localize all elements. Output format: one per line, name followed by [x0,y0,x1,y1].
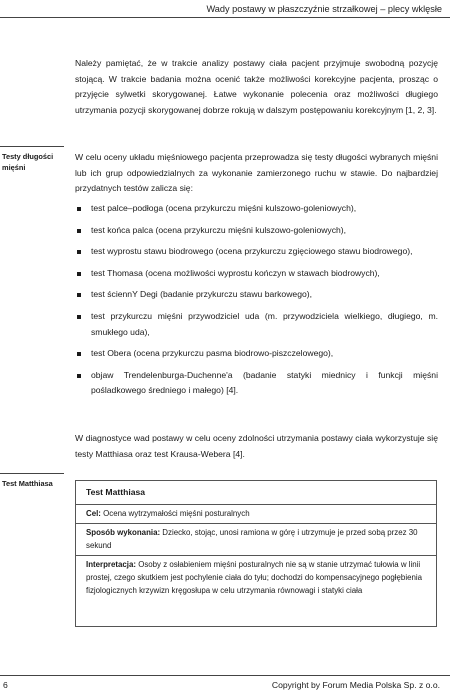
goal-label: Cel: [86,508,101,518]
box-row-method [76,524,436,556]
list-item-text: test palce–podłoga (ocena przykurczu mięśni kulszowo-goleniowych), [91,203,357,213]
header-divider [0,17,450,18]
footer-divider [0,675,450,676]
muscle-tests-closing: W diagnostyce wad postawy w celu oceny zdolności utrzymania postawy ciała wykorzystuje się testy Matthiasa oraz test Krausa-Webera [4]. [75,433,438,459]
bullet-icon [77,272,81,276]
list-item-text: test Thomasa (ocena możliwości wyprostu kończyn w stawach biodrowych), [91,267,380,278]
bullet-icon [77,374,81,378]
matthias-test-box [75,480,437,627]
side-label-rule-matthias [0,473,64,474]
muscle-tests-lead: W celu oceny układu mięśniowego pacjenta przeprowadza się testy długości wybranych mięśni lub ich grup odpowiedzialnych za wykonanie zamierzonego ruchu w stawie. Do najbardziej przydatnych testów zalicza się: [75,152,438,194]
page-number: 6 [3,680,8,690]
bullet-icon [77,352,81,356]
list-item [75,201,438,217]
list-item-text: test końca palca (ocena przykurczu mięśni kulszowo-goleniowych), [91,224,347,235]
copyright-notice: Copyright by Forum Media Polska Sp. z o.o. [271,680,440,690]
list-item-text: test przykurczu mięśni przywodziciel uda (m. przywodziciela wielkiego, długiego, m. smukłego uda), [91,310,438,337]
list-item-text: test Obera (ocena przykurczu pasma biodrowo-piszczelowego), [91,348,334,359]
goal-text: Ocena wytrzymałości mięśni posturalnych [100,508,250,518]
list-item [75,287,438,303]
side-label-muscle-tests: Testy długości mięśni [2,152,54,172]
box-row-goal [76,505,436,525]
bullet-icon [77,293,81,297]
running-header: Wady postawy w płaszczyźnie strzałkowej – plecy wklęsłe [206,4,442,14]
bullet-icon [77,315,81,319]
method-label: Sposób wykonania: [86,528,161,538]
muscle-tests-list [75,201,438,405]
list-item [75,309,438,340]
interpretation-label: Interpretacja: [86,560,136,570]
bullet-icon [77,250,81,254]
bullet-icon [77,207,81,211]
list-item [75,368,438,399]
list-item [75,244,438,260]
list-item-text: test wyprostu stawu biodrowego (ocena przykurczu zgięciowego stawu biodrowego), [91,246,413,257]
box-row-interpretation [76,556,436,600]
side-label-rule-muscle-tests [0,146,64,147]
side-label-matthias: Test Matthiasa [2,479,53,488]
list-item [75,346,438,362]
intro-paragraph: Należy pamiętać, że w trakcie analizy postawy ciała pacjent przyjmuje swobodną pozycję stojącą. W trakcie badania można ocenić także możliwości korekcyjne pacjenta, prosząc o przyjęcie sylwetki skorygowanej. Łatwe wykonanie polecenia oraz możliwości długiego utrzymania pozycji skorygowanej dobrze rokują w dalszym postępowaniu korekcyjnym [1, 2, 3]. [75,58,438,115]
list-item-text: test ściennY Degi (badanie przykurczu stawu barkowego), [91,289,313,300]
box-title: Test Matthiasa [76,481,436,505]
interpretation-text: Osoby z osłabieniem mięśni posturalnych nie są w stanie utrzymać tułowia w linii prostej, czego skutkiem jest pochylenie ciała do tyłu; dochodzi do kompensacyjnego pogłębienia fizjologicznych krzywizn kręgosłupa w celu utrzymania równowagi i statyki ciała [86,560,422,595]
list-item [75,266,438,282]
list-item [75,223,438,239]
list-item-text: objaw Trendelenburga-Duchenne'a (badanie statyki miednicy i funkcji mięśni pośladkowego średniego i małego) [4]. [91,369,438,396]
method-text: Dziecko, stojąc, unosi ramiona w górę i utrzymuje je przed sobą przez 30 sekund [86,528,418,550]
bullet-icon [77,229,81,233]
